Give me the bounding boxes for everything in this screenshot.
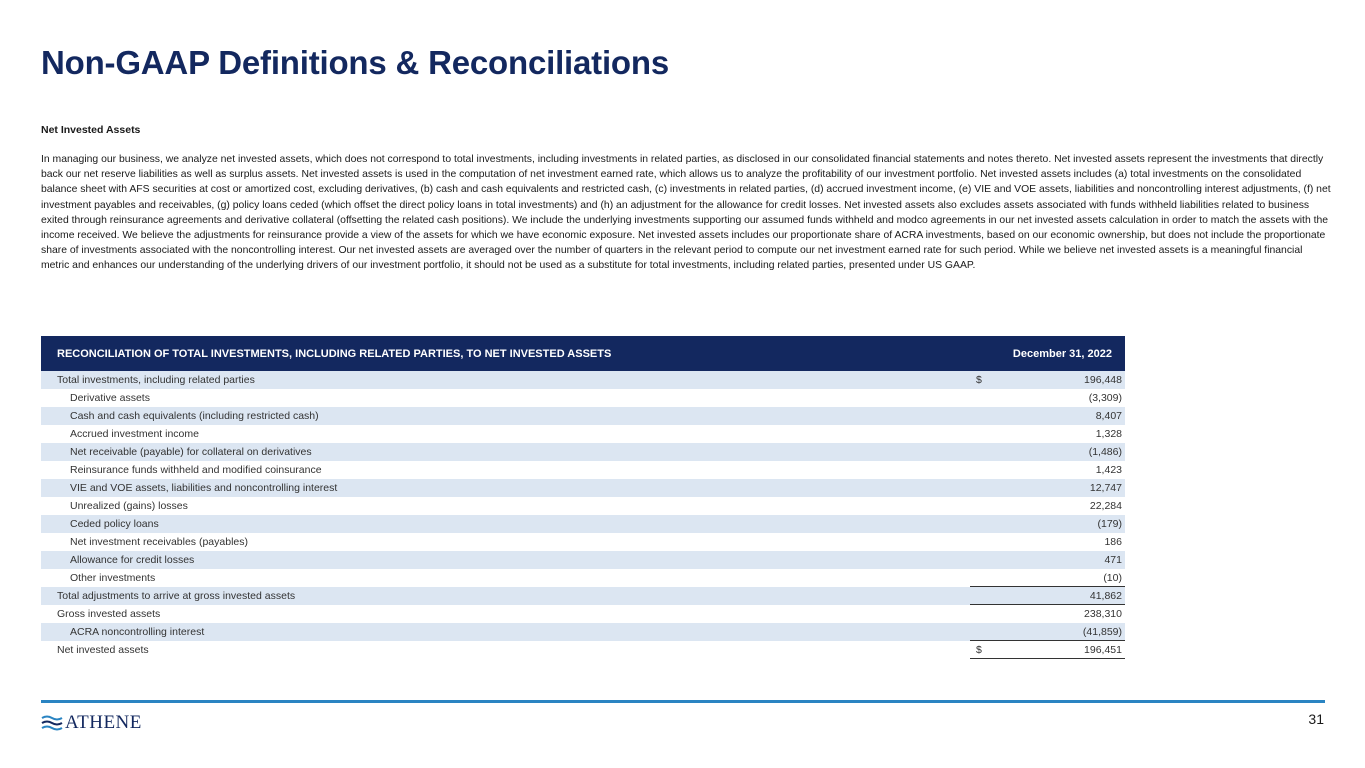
table-row [41, 569, 1125, 587]
reconciliation-table [41, 336, 1125, 659]
table-row [41, 605, 1125, 623]
row-label: Ceded policy loans [70, 518, 159, 530]
table-header-date: December 31, 2022 [1012, 347, 1112, 360]
row-value-cell [970, 641, 1125, 659]
table-row [41, 407, 1125, 425]
row-label: ACRA noncontrolling interest [70, 626, 205, 638]
table-header [41, 336, 1125, 371]
row-value-cell [970, 515, 1125, 534]
row-label: Allowance for credit losses [70, 554, 195, 566]
row-label: Reinsurance funds withheld and modified coinsurance [70, 464, 322, 476]
table-row [41, 479, 1125, 497]
row-label: Unrealized (gains) losses [70, 500, 188, 512]
row-label: Other investments [70, 572, 156, 584]
row-label: Gross invested assets [57, 608, 161, 620]
row-value: 238,310 [1084, 608, 1122, 620]
row-label: Accrued investment income [70, 428, 199, 440]
table-row [41, 425, 1125, 443]
row-value-cell [970, 461, 1125, 480]
footer-rule [41, 700, 1325, 703]
row-value: 1,423 [1095, 464, 1122, 476]
table-row [41, 623, 1125, 641]
row-value-cell [970, 605, 1125, 624]
row-value: (10) [1103, 572, 1122, 584]
table-row [41, 389, 1125, 407]
row-value-cell [970, 371, 1125, 390]
row-value: (41,859) [1082, 626, 1122, 638]
dollar-sign: $ [976, 644, 982, 656]
row-label: VIE and VOE assets, liabilities and noncontrolling interest [70, 482, 338, 494]
row-value-cell [970, 533, 1125, 552]
table-row [41, 461, 1125, 479]
row-value-cell [970, 497, 1125, 516]
table-row [41, 515, 1125, 533]
row-label: Net investment receivables (payables) [70, 536, 248, 548]
table-row [41, 371, 1125, 389]
row-value: 12,747 [1089, 482, 1122, 494]
row-label: Total investments, including related parties [57, 374, 255, 386]
row-value: (3,309) [1088, 392, 1122, 404]
athene-logo [41, 713, 142, 733]
row-value: 22,284 [1089, 500, 1122, 512]
row-value: 41,862 [1089, 590, 1122, 602]
row-value-cell [970, 425, 1125, 444]
row-value: 471 [1104, 554, 1122, 566]
page-title: Non-GAAP Definitions & Reconciliations [41, 44, 670, 81]
row-value: (1,486) [1088, 446, 1122, 458]
table-row [41, 551, 1125, 569]
definition-paragraph: In managing our business, we analyze net invested assets, which does not correspond to total investments, including investments in related parties, as disclosed in our consolidated financial statements and notes thereto. Net invested assets represent the investments that directly back our net reserve liabilities as well as surplus assets. Net invested assets is used in the computation of net investment earned rate, which allows us to analyze the profitability of our investment portfolio. Net invested assets includes (a) total investments on the consolidated balance sheet with AFS securities at cost or amortized cost, excluding derivatives, (b) cash and cash equivalents and restricted cash, (c) investments in related parties, (d) accrued investment income, (e) VIE and VOE assets, liabilities and noncontrolling interest adjustments, (f) net investment payables and receivables, (g) policy loans ceded (which offset the direct policy loans in total investments) and (h) an adjustment for the allowance for credit losses. Net invested assets also excludes assets associated with funds withheld liabilities related to business exited through reinsurance agreements and derivative collateral (offsetting the related cash positions). We include the underlying investments supporting our assumed funds withheld and modco agreements in our net invested assets calculation in order to match the assets with the income received. We believe the adjustments for reinsurance provide a view of the assets for which we have economic exposure. Net invested assets includes our proportionate share of ACRA investments, based on our economic ownership, but does not include the proportionate share of investments associated with the noncontrolling interest. Our net invested assets are averaged over the number of quarters in the relevant period to compute our net investment earned rate for such period. While we believe net invested assets is a meaningful financial metric and enhances our understanding of the underlying drivers of our investment portfolio, it should not be used as a substitute for total investments, including related parties, presented under US GAAP. [41, 154, 1331, 272]
table-header-title: RECONCILIATION OF TOTAL INVESTMENTS, INCLUDING RELATED PARTIES, TO NET INVESTED ASSETS [57, 347, 612, 360]
dollar-sign: $ [976, 374, 982, 386]
row-value-cell [970, 587, 1125, 605]
row-label: Derivative assets [70, 392, 150, 404]
table-body [41, 371, 1125, 659]
row-value-cell [970, 479, 1125, 498]
table-row [41, 533, 1125, 551]
row-label: Net receivable (payable) for collateral on derivatives [70, 446, 312, 458]
row-value-cell [970, 623, 1125, 641]
row-value-cell [970, 551, 1125, 570]
table-row [41, 497, 1125, 515]
row-value: 8,407 [1095, 410, 1122, 422]
logo-text: ATHENE [65, 712, 142, 733]
table-row [41, 641, 1125, 659]
row-label: Net invested assets [57, 644, 149, 656]
row-label: Total adjustments to arrive at gross invested assets [57, 590, 296, 602]
row-value: 196,451 [1084, 644, 1122, 656]
section-subheading: Net Invested Assets [41, 124, 141, 136]
row-value-cell [970, 569, 1125, 587]
table-row [41, 587, 1125, 605]
row-value: 196,448 [1084, 374, 1122, 386]
athene-wave-icon [41, 714, 63, 732]
page-number: 31 [1308, 711, 1324, 727]
row-value: (179) [1097, 518, 1122, 530]
table-row [41, 443, 1125, 461]
row-value: 186 [1104, 536, 1122, 548]
row-value-cell [970, 407, 1125, 426]
row-label: Cash and cash equivalents (including restricted cash) [70, 410, 319, 422]
row-value-cell [970, 389, 1125, 408]
row-value-cell [970, 443, 1125, 462]
row-value: 1,328 [1095, 428, 1122, 440]
